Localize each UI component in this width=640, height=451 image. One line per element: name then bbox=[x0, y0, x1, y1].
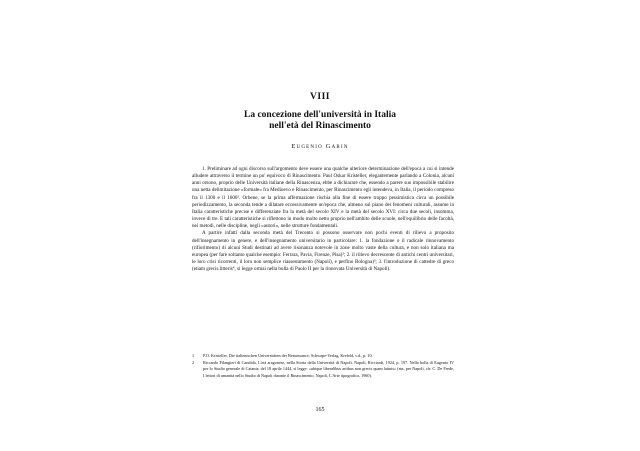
body-paragraph: 1. Preliminare ad ogni discorso sull'argomento deve essere una qualche ulteriore determinazione dell'epoca a cui si intende alludere attraverso il termine un po' equivoco di Rinascimento. Paul Oskar Kristeller, elegantemente parlando a Colonia, alcuni anni orsono, proprio delle Università italiane della Rinascenza, ebbe a dichiarare che, essendo a parere suo impossibile stabilire una netta delimitazione «formale» fra Medioevo e Rinascimento, per Rinascimento egli intendeva, in Italia, il periodo compreso fra il 1300 e il 1600¹. Orbene, se la prima affermazione rischia alla fine di essere troppo pessimistica circa un possibile periodizzamento, la seconda tende a dilatare eccessivamente un'epoca che, almeno sul piano dei fenomeni culturali, assume in Italia caratteristiche precise e differenziate fra la metà del secolo XIV e la metà del secolo XVI: circa due secoli, insomma, invece di tre. E tali caratteristiche si riflettono in modo molto netto proprio nell'ambito delle scuole, nell'equilibrio delle facoltà, nei metodi, nelle discipline, negli «autori», nelle strutture fondamentali. bbox=[192, 166, 454, 230]
footnote bbox=[192, 353, 454, 360]
footnote-number: 2 bbox=[192, 359, 195, 365]
chapter-title-line-1: La concezione dell'università in Italia bbox=[244, 110, 396, 120]
chapter-author: Eugenio Garin bbox=[291, 143, 349, 150]
body-text bbox=[192, 166, 454, 273]
chapter-number: VIII bbox=[310, 92, 330, 102]
chapter-title bbox=[0, 110, 640, 132]
chapter-title-line-2: nell'età del Rinascimento bbox=[269, 121, 371, 131]
footnotes bbox=[192, 353, 454, 379]
footnote-text: P.O. Kristeller, Die italienischen Universitäten der Renaissance, Schwape-Verlag, Krefeld, s.d., p. 10. bbox=[203, 353, 373, 358]
footnote bbox=[192, 360, 454, 380]
footnote-number: 1 bbox=[192, 353, 195, 358]
body-paragraph: A partire infatti dalla seconda metà del Trecento si possono osservare non pochi eventi di rilievo a proposito dell'insegnamento in genere, e dell'insegnamento universitario in particolare: 1. la fondazione o il radicale rinnovamento (rifiorimento) di alcuni Studi destinati ad avere risonanza notevole in zone molto vaste della cultura, e non solo italiana ma europea (per fare soltanto qualche esempio: Ferrara, Pavia, Firenze, Pisa)²; 2. il rilievo decrescente di antichi centri universitari, le loro crisi ricorrenti, il loro non semplice riassestamento (Napoli), e perfino Bologna)³; 3. l'introduzione di cattedre di greco (etiam grecis litteris⁴, si legge ormai nella bolla di Paolo II per la rinnovata Università di Napoli). bbox=[192, 230, 454, 273]
page-number: 165 bbox=[315, 407, 325, 413]
footnote-text: Riccardo Filangieri di Candida, L'età aragonese, nella Storia della Università di Napoli, Napoli, Ricciardi, 1924, p. 197. Nella bolla di Eugenio IV per lo Studio generale di Catania, del 18 aprile 1444, si legge: «ubique liberalibus artibus non grecis quam latinis» (ms, per Napoli, cfr. C. De Frede, I lettori di umanità nello Studio di Napoli durante il Rinascimento, Napoli, L'Arte tipografica, 1960). bbox=[203, 359, 454, 378]
